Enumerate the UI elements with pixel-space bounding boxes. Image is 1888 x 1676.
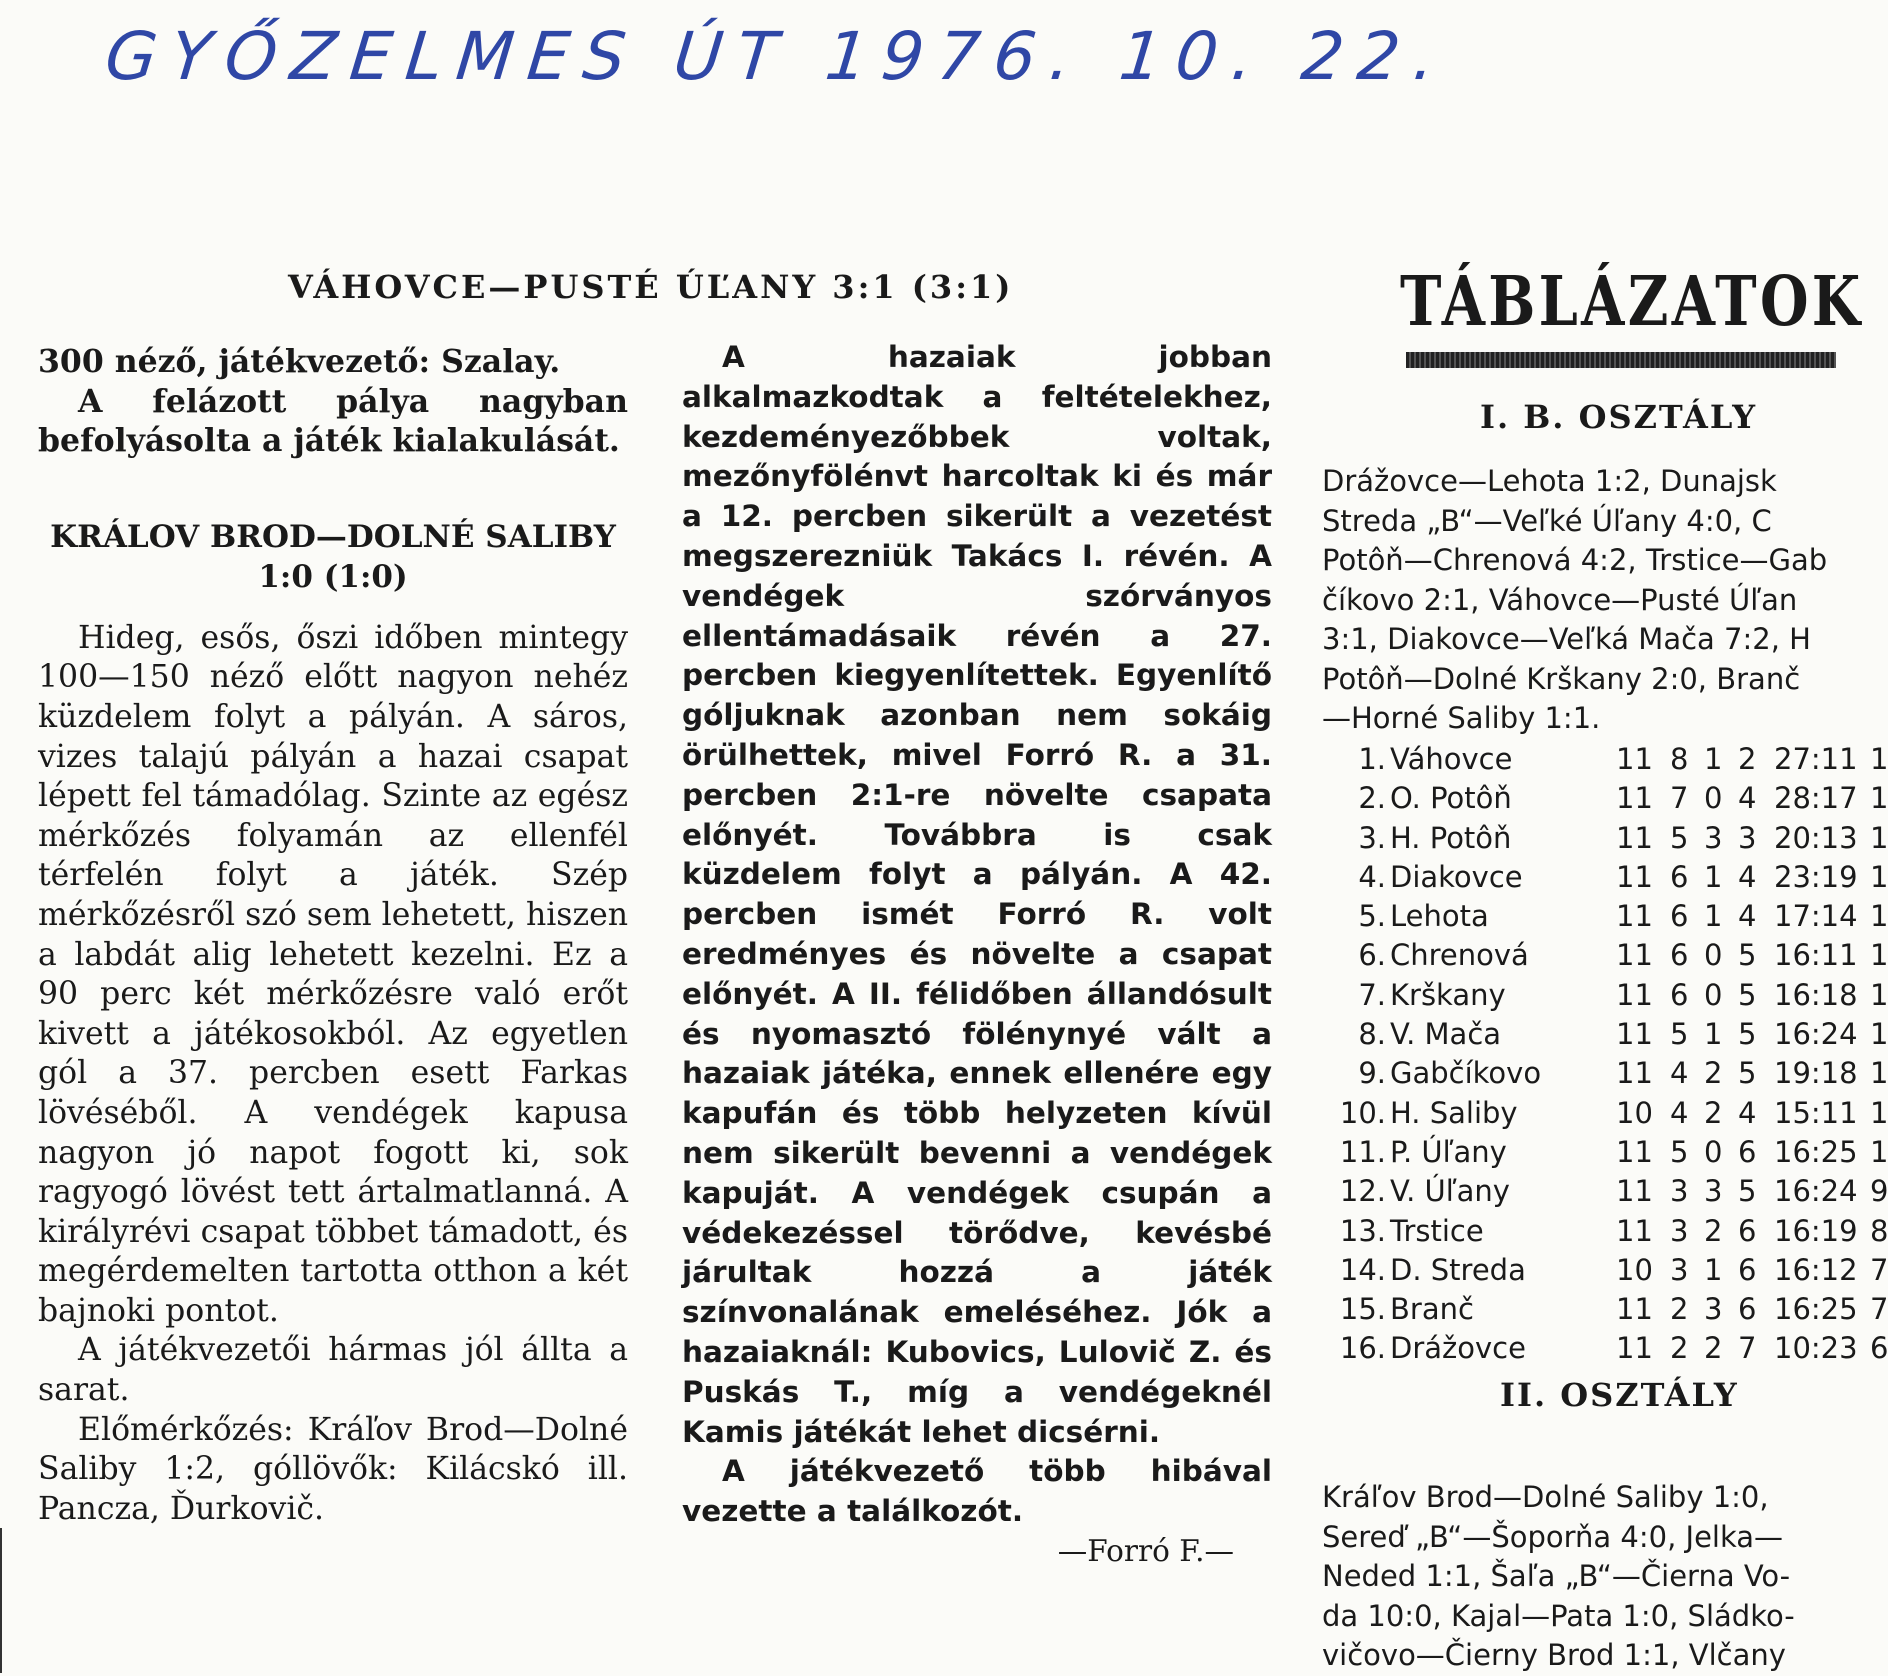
table-row xyxy=(1326,1017,1886,1056)
table-row xyxy=(1326,1135,1886,1174)
cell-team: H. Potôň xyxy=(1390,820,1512,855)
cell-score: 16:24 xyxy=(1774,1017,1858,1052)
cell-w: 5 xyxy=(1670,1134,1689,1169)
cell-pts: 6 xyxy=(1870,1331,1888,1366)
cell-team: Branč xyxy=(1390,1292,1474,1327)
cell-rank: 1. xyxy=(1358,742,1386,776)
cell-l: 4 xyxy=(1738,1095,1757,1130)
cell-l: 3 xyxy=(1738,820,1757,855)
cell-w: 4 xyxy=(1670,1056,1689,1091)
cell-team: Krškany xyxy=(1390,977,1506,1012)
cell-l: 5 xyxy=(1738,938,1757,973)
cell-pts: 1 xyxy=(1870,742,1888,776)
result-line: Streda „B“—Veľké Úľany 4:0, C xyxy=(1322,503,1772,538)
cell-w: 6 xyxy=(1670,899,1689,934)
cell-l: 4 xyxy=(1738,781,1757,816)
cell-score: 15:11 xyxy=(1774,1095,1858,1130)
cell-pl: 11 xyxy=(1616,938,1653,973)
cell-pts: 1 xyxy=(1870,859,1888,894)
cell-l: 5 xyxy=(1738,977,1757,1012)
cell-rank: 13. xyxy=(1339,1213,1386,1248)
cell-d: 0 xyxy=(1704,1134,1723,1169)
result-line: Potôň—Chrenová 4:2, Trstice—Gab xyxy=(1322,543,1828,577)
cell-pl: 11 xyxy=(1616,1213,1653,1248)
results-ib xyxy=(1322,462,1882,739)
cell-d: 0 xyxy=(1704,781,1723,816)
cell-d: 2 xyxy=(1704,1095,1723,1130)
cell-team: O. Potôň xyxy=(1390,781,1512,816)
title-rule xyxy=(1406,352,1836,368)
table-row xyxy=(1326,1056,1886,1095)
cell-score: 27:11 xyxy=(1774,742,1858,776)
cell-rank: 14. xyxy=(1339,1252,1386,1287)
cell-pl: 10 xyxy=(1616,1095,1653,1130)
cell-pts: 1 xyxy=(1870,820,1888,855)
cell-score: 19:18 xyxy=(1774,1056,1858,1091)
cell-d: 1 xyxy=(1704,859,1723,894)
lead-paragraph-1: 300 néző, játékvezető: Szalay. xyxy=(38,343,561,380)
result-line: číkovo 2:1, Váhovce—Pusté Úľan xyxy=(1322,582,1798,617)
cell-pl: 11 xyxy=(1616,781,1653,816)
cell-rank: 3. xyxy=(1358,820,1386,855)
table-row xyxy=(1326,978,1886,1017)
cell-rank: 10. xyxy=(1339,1095,1386,1130)
cell-d: 2 xyxy=(1704,1056,1723,1091)
result-line: vičovo—Čierny Brod 1:1, Vlčany xyxy=(1322,1638,1786,1672)
cell-l: 6 xyxy=(1738,1252,1757,1287)
table-row xyxy=(1326,1096,1886,1135)
cell-rank: 12. xyxy=(1339,1174,1386,1209)
cell-w: 7 xyxy=(1670,781,1689,816)
cell-pl: 11 xyxy=(1616,1331,1653,1366)
table-row xyxy=(1326,1253,1886,1292)
cell-rank: 16. xyxy=(1339,1331,1386,1366)
cell-rank: 11. xyxy=(1339,1134,1386,1169)
cell-l: 5 xyxy=(1738,1174,1757,1209)
cell-l: 5 xyxy=(1738,1017,1757,1052)
cell-team: P. Úľany xyxy=(1390,1134,1507,1169)
cell-w: 8 xyxy=(1670,742,1689,776)
cell-d: 3 xyxy=(1704,1174,1723,1209)
result-line: Neded 1:1, Šaľa „B“—Čierna Vo- xyxy=(1322,1559,1791,1593)
table-row xyxy=(1326,860,1886,899)
cell-pts: 7 xyxy=(1870,1252,1888,1287)
cell-l: 4 xyxy=(1738,859,1757,894)
cell-pl: 11 xyxy=(1616,977,1653,1012)
handwritten-note: GYŐZELMES ÚT 1976. 10. 22. xyxy=(101,18,1453,95)
cell-pts: 1 xyxy=(1870,1056,1888,1091)
cell-rank: 9. xyxy=(1358,1056,1386,1091)
cell-team: Lehota xyxy=(1390,899,1489,934)
cell-team: Váhovce xyxy=(1390,742,1513,776)
section-heading-ii: II. OSZTÁLY xyxy=(1500,1376,1739,1414)
body-paragraph-3: Előmérkőzés: Kráľov Brod—Dolné Saliby 1:2, góllövők: Kilácskó ill. Pancza, Ďurkovič. xyxy=(38,1411,628,1527)
cell-team: Chrenová xyxy=(1390,938,1529,973)
result-line: Drážovce—Lehota 1:2, Dunajsk xyxy=(1322,464,1777,498)
cell-rank: 7. xyxy=(1358,977,1386,1012)
cell-team: Diakovce xyxy=(1390,859,1523,894)
section-heading-ib: I. B. OSZTÁLY xyxy=(1480,398,1758,436)
cell-w: 6 xyxy=(1670,859,1689,894)
cell-rank: 2. xyxy=(1358,781,1386,816)
cell-w: 6 xyxy=(1670,938,1689,973)
cell-l: 6 xyxy=(1738,1134,1757,1169)
cell-d: 2 xyxy=(1704,1331,1723,1366)
cell-rank: 5. xyxy=(1358,899,1386,934)
tables-title: TÁBLÁZATOK xyxy=(1400,262,1864,342)
cell-d: 3 xyxy=(1704,1292,1723,1327)
cell-score: 23:19 xyxy=(1774,859,1858,894)
result-line: da 10:0, Kajal—Pata 1:0, Sládko- xyxy=(1322,1598,1795,1633)
cell-score: 16:19 xyxy=(1774,1213,1858,1248)
cell-l: 7 xyxy=(1738,1331,1757,1366)
cell-w: 3 xyxy=(1670,1174,1689,1209)
cell-w: 3 xyxy=(1670,1213,1689,1248)
cell-w: 6 xyxy=(1670,977,1689,1012)
table-row xyxy=(1326,1174,1886,1213)
cell-pl: 11 xyxy=(1616,859,1653,894)
cell-pl: 11 xyxy=(1616,742,1653,776)
results-ii xyxy=(1322,1478,1882,1676)
cell-pl: 11 xyxy=(1616,1056,1653,1091)
table-row xyxy=(1326,1214,1886,1253)
result-line: —Horné Saliby 1:1. xyxy=(1322,701,1601,735)
cell-d: 1 xyxy=(1704,1252,1723,1287)
cell-d: 0 xyxy=(1704,977,1723,1012)
cell-w: 3 xyxy=(1670,1252,1689,1287)
match-subheading: KRÁLOV BROD—DOLNÉ SALIBY 1:0 (1:0) xyxy=(50,518,616,595)
result-line: Kráľov Brod—Dolné Saliby 1:0, xyxy=(1322,1480,1769,1514)
cell-score: 10:23 xyxy=(1774,1331,1858,1366)
cell-team: V. Mača xyxy=(1390,1017,1502,1052)
cell-l: 4 xyxy=(1738,899,1757,934)
cell-d: 1 xyxy=(1704,899,1723,934)
cell-w: 5 xyxy=(1670,820,1689,855)
article-column-1 xyxy=(38,342,628,1529)
cell-score: 16:18 xyxy=(1774,977,1858,1012)
cell-pts: 7 xyxy=(1870,1292,1888,1327)
cell-d: 0 xyxy=(1704,938,1723,973)
cell-team: D. Streda xyxy=(1390,1252,1526,1287)
cell-team: V. Úľany xyxy=(1390,1174,1510,1209)
cell-w: 5 xyxy=(1670,1017,1689,1052)
cell-rank: 4. xyxy=(1358,859,1386,894)
cell-l: 6 xyxy=(1738,1292,1757,1327)
cell-d: 1 xyxy=(1704,742,1723,776)
cell-pts: 8 xyxy=(1870,1213,1888,1248)
table-row xyxy=(1326,781,1886,820)
lead-paragraph-2: A felázott pálya nagyban befolyásolta a játék kialakulását. xyxy=(38,382,628,460)
cell-rank: 15. xyxy=(1339,1292,1386,1327)
cell-pts: 1 xyxy=(1870,1095,1888,1130)
author-signature: —Forró F.— xyxy=(1057,1533,1234,1568)
body-paragraph-5: A játékvezető több hibával vezette a találkozót. xyxy=(682,1454,1272,1529)
cell-pl: 11 xyxy=(1616,820,1653,855)
body-paragraph-1: Hideg, esős, őszi időben mintegy 100—150 néző előtt nagyon nehéz küzdelem folyt a pályán. A sáros, vizes talajú pályán a hazai csapat lépett fel támadólag. Szinte az egész mérkőzés folyamán az ellenfél térfelén folyt a játék. Szép mérkőzésről szó sem lehetett, hiszen a labdát alig lehetett kezelni. Ez a 90 perc két mérkőzésre való erőt kivett a játékosokból. Az egyetlen gól a 37. percben esett Farkas lövéséből. A vendégek kapusa nagyon jó napot fogott ki, sok ragyogó lövést tett ártalmatlanná. A királyrévi csapat többet támadott, és megérdemelten tartotta otthon a két bajnoki pontot. xyxy=(38,619,628,1329)
cell-score: 16:24 xyxy=(1774,1174,1858,1209)
cell-team: Trstice xyxy=(1390,1213,1484,1248)
standings-table xyxy=(1326,742,1886,1371)
cell-l: 2 xyxy=(1738,742,1757,776)
cell-score: 16:25 xyxy=(1774,1134,1858,1169)
table-row xyxy=(1326,742,1886,781)
cell-rank: 8. xyxy=(1358,1017,1386,1052)
body-paragraph-4: A hazaiak jobban alkalmazkodtak a feltételekhez, kezdeményezőbbek voltak, mezőnyfölénvt harcoltak ki és már a 12. percben sikerült a vezetést megszerezniük Takács I. révén. A vendégek szórványos ellentámadásaik révén a 27. percben kiegyenlítettek. Egyenlítő góljuknak azonban nem sokáig örülhettek, mivel Forró R. a 31. percben 2:1-re növelte csapata előnyét. Továbbra is csak küzdelem folyt a pályán. A 42. percben ismét Forró R. volt eredményes és növelte a csapat előnyét. A II. félidőben állandósult és nyomasztó fölénynyé vált a hazaiak játéka, ennek ellenére egy kapufán és több helyzeten kívül nem sikerült bevenni a vendégek kapuját. A vendégek csupán a védekezéssel törődve, kevésbé járultak hozzá a játék színvonalának emeléséhez. Jók a hazaiaknál: Kubovics, Lulovič Z. és Puskás T., míg a vendégeknél Kamis játékát lehet dicsérni. xyxy=(682,340,1272,1449)
cell-pl: 11 xyxy=(1616,1017,1653,1052)
cell-score: 20:13 xyxy=(1774,820,1858,855)
result-line: 3:1, Diakovce—Veľká Mača 7:2, H xyxy=(1322,622,1811,656)
table-row xyxy=(1326,821,1886,860)
cell-pts: 1 xyxy=(1870,781,1888,816)
table-row xyxy=(1326,938,1886,977)
cell-d: 3 xyxy=(1704,820,1723,855)
cell-pts: 1 xyxy=(1870,977,1888,1012)
cell-score: 17:14 xyxy=(1774,899,1858,934)
cell-pts: 9 xyxy=(1870,1174,1888,1209)
cell-pl: 10 xyxy=(1616,1252,1653,1287)
table-row xyxy=(1326,1331,1886,1370)
cell-pl: 11 xyxy=(1616,899,1653,934)
cell-team: Gabčíkovo xyxy=(1390,1056,1542,1091)
cell-d: 2 xyxy=(1704,1213,1723,1248)
cell-l: 6 xyxy=(1738,1213,1757,1248)
cell-pl: 11 xyxy=(1616,1174,1653,1209)
cell-pts: 1 xyxy=(1870,1017,1888,1052)
cell-team: H. Saliby xyxy=(1390,1095,1518,1130)
cell-w: 2 xyxy=(1670,1331,1689,1366)
cell-score: 28:17 xyxy=(1774,781,1858,816)
cell-score: 16:25 xyxy=(1774,1292,1858,1327)
result-line: Sereď „B“—Šoporňa 4:0, Jelka— xyxy=(1322,1519,1784,1554)
cell-rank: 6. xyxy=(1358,938,1386,973)
table-row xyxy=(1326,1292,1886,1331)
cell-pts: 1 xyxy=(1870,938,1888,973)
cell-d: 1 xyxy=(1704,1017,1723,1052)
cell-score: 16:12 xyxy=(1774,1252,1858,1287)
body-paragraph-2: A játékvezetői hármas jól állta a sarat. xyxy=(38,1332,628,1409)
clipping-edge xyxy=(0,1528,2,1673)
cell-w: 2 xyxy=(1670,1292,1689,1327)
table-row xyxy=(1326,899,1886,938)
cell-w: 4 xyxy=(1670,1095,1689,1130)
cell-score: 16:11 xyxy=(1774,938,1858,973)
article-headline: VÁHOVCE—PUSTÉ ÚĽANY 3:1 (3:1) xyxy=(288,268,1014,306)
cell-pts: 1 xyxy=(1870,1134,1888,1169)
cell-l: 5 xyxy=(1738,1056,1757,1091)
cell-pts: 1 xyxy=(1870,899,1888,934)
article-column-2 xyxy=(682,338,1272,1572)
result-line: Potôň—Dolné Krškany 2:0, Branč xyxy=(1322,661,1801,696)
cell-pl: 11 xyxy=(1616,1292,1653,1327)
cell-pl: 11 xyxy=(1616,1134,1653,1169)
cell-team: Drážovce xyxy=(1390,1331,1526,1366)
